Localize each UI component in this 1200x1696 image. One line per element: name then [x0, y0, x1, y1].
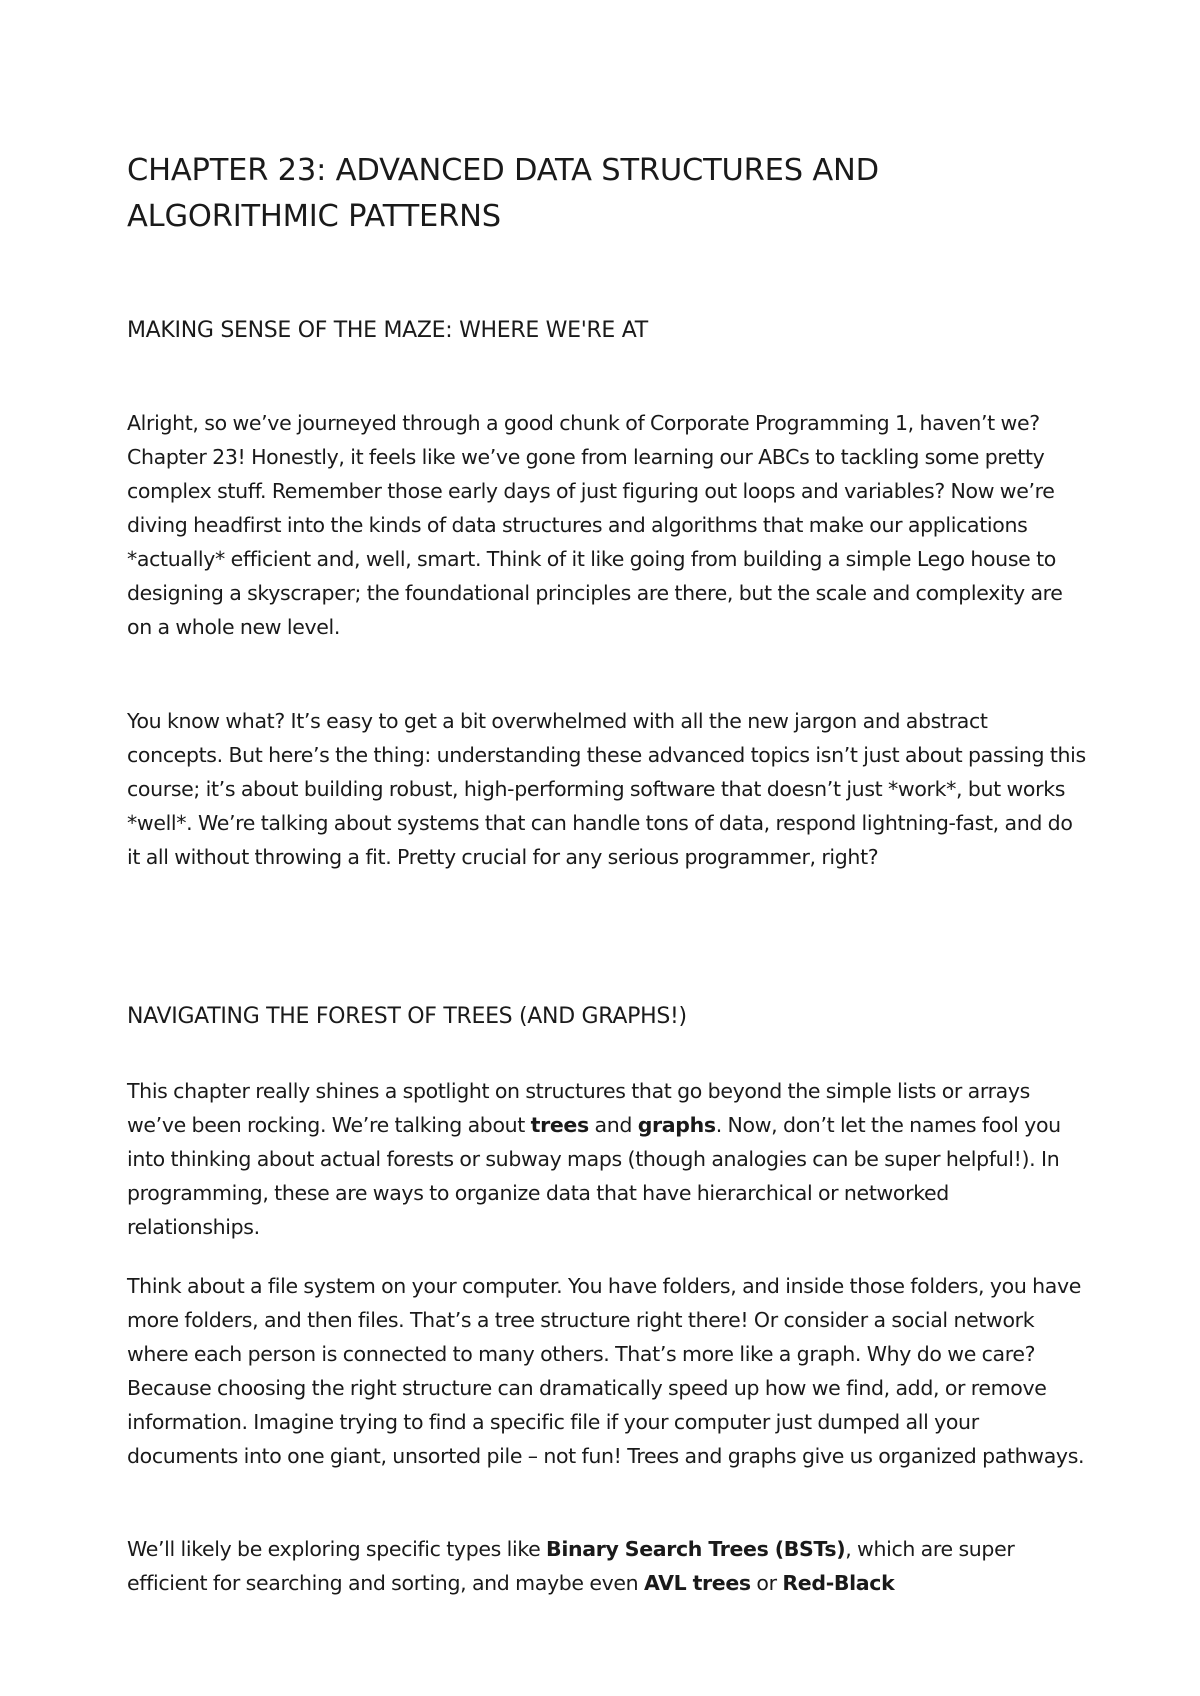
paragraph-file-system: Think about a file system on your computer. You have folders, and inside those folders, you have more folders, and then files. That’s a tree structure right there! Or consider a social network where each person is connected to many others. That’s more like a graph. Why do we care? Because choosing the right structure can dramatically speed up how we find, add, or remove information. Imagine trying to find a specific file if your computer just dumped all your documents into one giant, unsorted pile – not fun! Trees and graphs give us organized pathways. [127, 1274, 1085, 1468]
text-run: or [750, 1571, 783, 1595]
section-heading-trees: NAVIGATING THE FOREST OF TREES (AND GRAPHS!) [127, 1004, 687, 1029]
text-run: This chapter really shines a spotlight on structures that go beyond the simple lists or arrays we’ve been rocking. We’re talking about [127, 1079, 1030, 1137]
term-trees: trees [530, 1113, 589, 1137]
text-run: , which are super efficient for searching and sorting, and maybe even [127, 1537, 1015, 1595]
text-run: and [588, 1113, 638, 1137]
term-graphs: graphs [637, 1113, 716, 1137]
text-run: We’ll likely be exploring specific types like [127, 1537, 547, 1561]
section-heading-maze: MAKING SENSE OF THE MAZE: WHERE WE'RE AT [127, 318, 648, 343]
term-avl: AVL trees [643, 1571, 751, 1595]
paragraph-trees-graphs [127, 1074, 1087, 1244]
term-red-black: Red-Black [782, 1571, 895, 1595]
chapter-title: CHAPTER 23: ADVANCED DATA STRUCTURES AND ALGORITHMIC PATTERNS [127, 153, 879, 234]
term-bst: Binary Search Trees (BSTs) [546, 1537, 846, 1561]
paragraph-bst [127, 1532, 1087, 1600]
text-run: . Now, don’t let the names fool you into thinking about actual forests or subway maps (though analogies can be super helpful!). In programming, these are ways to organize data that have hierarchical or networked relationships. [127, 1113, 1061, 1239]
paragraph-jargon: You know what? It’s easy to get a bit overwhelmed with all the new jargon and abstract concepts. But here’s the thing: understanding these advanced topics isn’t just about passing this course; it’s about building robust, high-performing software that doesn’t just *work*, but works *well*. We’re talking about systems that can handle tons of data, respond lightning-fast, and do it all without throwing a fit. Pretty crucial for any serious programmer, right? [127, 709, 1086, 869]
paragraph-intro: Alright, so we’ve journeyed through a good chunk of Corporate Programming 1, haven’t we? Chapter 23! Honestly, it feels like we’ve gone from learning our ABCs to tackling some pretty complex stuff. Remember those early days of just figuring out loops and variables? Now we’re diving headfirst into the kinds of data structures and algorithms that make our applications *actually* efficient and, well, smart. Think of it like going from building a simple Lego house to designing a skyscraper; the foundational principles are there, but the scale and complexity are on a whole new level. [127, 411, 1063, 639]
